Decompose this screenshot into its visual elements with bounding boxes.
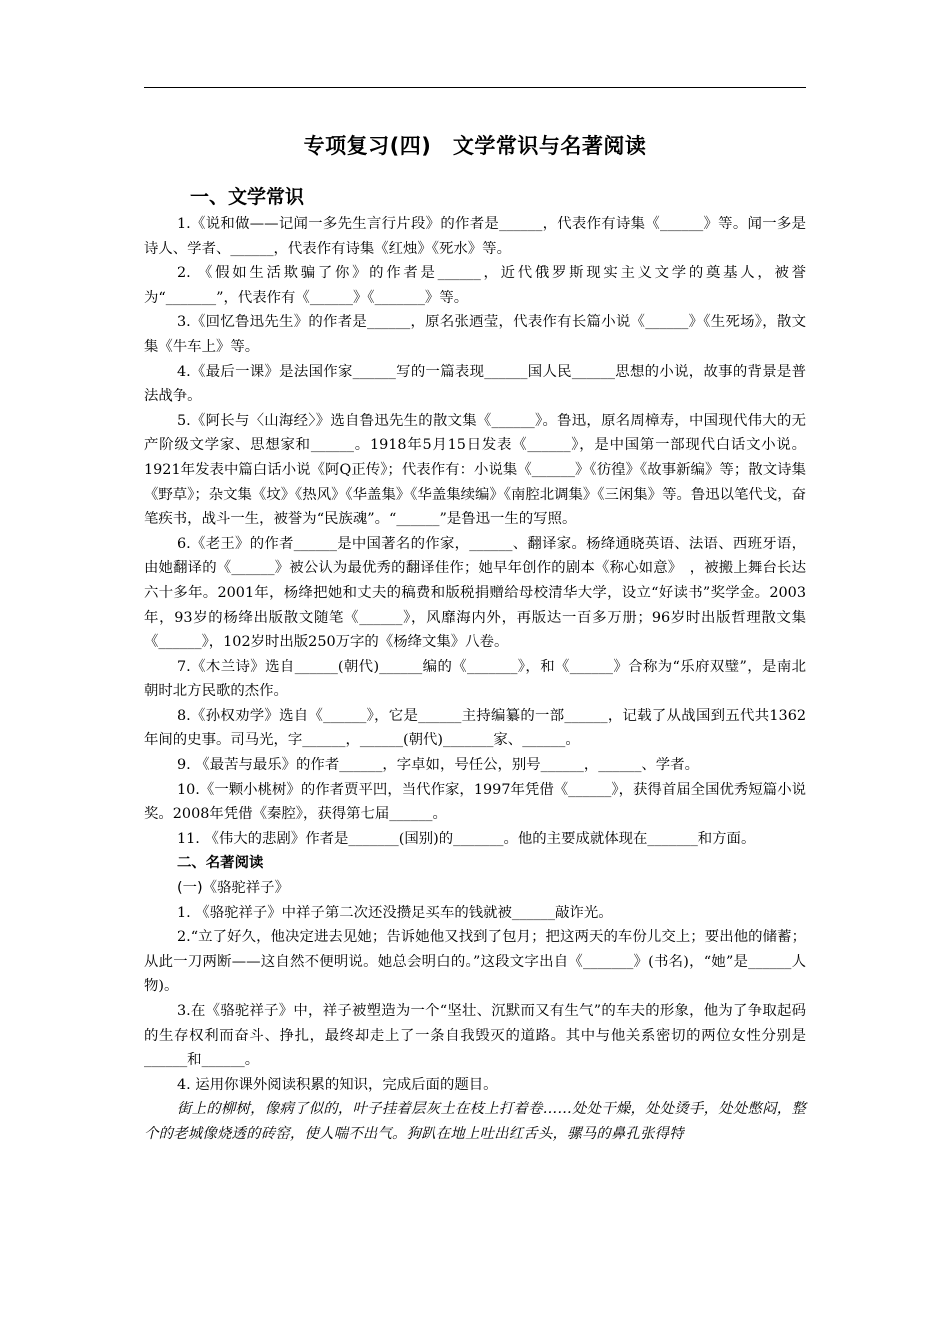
document-body	[144, 212, 806, 1147]
question-7: 7.《木兰诗》选自______(朝代)______编的《_______》，和《______》合称为“乐府双璧”，是南北朝时北方民歌的杰作。	[144, 658, 806, 700]
question-3: 3.《回忆鲁迅先生》的作者是______，原名张迺莹，代表作有长篇小说《______》《生死场》，散文集《牛车上》等。	[144, 314, 806, 355]
reading-excerpt: 街上的柳树，像病了似的，叶子挂着层灰土在枝上打着卷……处处干燥，处处烫手，处处憋闷，整个的老城像烧透的砖窑，使人喘不出气。狗趴在地上吐出红舌头，骡马的鼻孔张得特	[144, 1101, 806, 1142]
question-8: 8.《孙权劝学》选自《______》，它是______主持编纂的一部______，记载了从战国到五代共1362年间的史事。司马光，字______，______(朝代)_______家、______。	[144, 707, 806, 749]
question-1: 1.《说和做——记闻一多先生言行片段》的作者是______，代表作有诗集《______》等。闻一多是诗人、学者、______，代表作有诗集《红烛》《死水》等。	[144, 216, 806, 257]
question-11: 11. 《伟大的悲剧》作者是_______(国别)的_______。他的主要成就体现在_______和方面。	[177, 830, 756, 847]
question-5: 5.《阿长与〈山海经〉》选自鲁迅先生的散文集《______》。鲁迅，原名周樟寿，中国现代伟大的无产阶级文学家、思想家和______。1918年5月15日发表《______》，是中国第一部现代白话文小说。1921年发表中篇白话小说《阿Q正传》；代表作有：小说集《______》《彷徨》《故事新编》等；散文诗集《野草》；杂文集《坟》《热风》《华盖集》《华盖集续编》《南腔北调集》《三闲集》等。鲁迅以笔代戈，奋笔疾书，战斗一生，被誉为“民族魂”。“______”是鲁迅一生的写照。	[144, 412, 806, 528]
header-rule	[144, 87, 806, 88]
question-6: 6.《老王》的作者______是中国著名的作家，______、翻译家。杨绛通晓英语、法语、西班牙语，由她翻译的《______》被公认为最优秀的翻译佳作；她早年创作的剧本《称心如意》 ，被搬上舞台长达六十多年。2001年，杨绛把她和丈夫的稿费和版税捐赠给母校清华大学，设立“好读书”奖学金。2003年，93岁的杨绛出版散文随笔《______》，风靡海内外，再版达一百多万册；96岁时出版哲理散文集《______》，102岁时出版250万字的《杨绛文集》八卷。	[144, 535, 806, 651]
reading-question-2: 2.“立了好久，他决定进去见她；告诉她他又找到了包月；把这两天的车份儿交上；要出他的储蓄；从此一刀两断——这自然不便明说。她总会明白的。”这段文字出自《_______》(书名)，“她”是______人物)。	[144, 929, 806, 995]
section-heading-classics-reading: 二、名著阅读	[177, 855, 264, 872]
question-9: 9. 《最苦与最乐》的作者______，字卓如，号任公，别号______，______、学者。	[177, 757, 699, 774]
question-2: 2. 《假如生活欺骗了你》的作者是______，近代俄罗斯现实主义文学的奠基人，被誉为“_______”，代表作有《______》《_______》等。	[144, 265, 806, 306]
document-title: 专项复习(四) 文学常识与名著阅读	[303, 134, 647, 158]
question-10: 10.《一颗小桃树》的作者贾平凹，当代作家，1997年凭借《______》，获得首届全国优秀短篇小说奖。2008年凭借《秦腔》，获得第七届______。	[144, 781, 806, 823]
question-4: 4.《最后一课》是法国作家______写的一篇表现______国人民______思想的小说，故事的背景是普法战争。	[144, 363, 806, 405]
section-heading-literary-knowledge: 一、文学常识	[190, 186, 305, 208]
reading-question-3: 3.在《骆驼祥子》中，祥子被塑造为一个“坚壮、沉默而又有生气”的车夫的形象，他为了争取起码的生存权利而奋斗、挣扎，最终却走上了一条自我毁灭的道路。其中与他关系密切的两位女性分别是______和______。	[144, 1003, 806, 1069]
reading-question-4: 4. 运用你课外阅读积累的知识，完成后面的题目。	[177, 1076, 498, 1093]
reading-question-1: 1. 《骆驼祥子》中祥子第二次还没攒足买车的钱就被______敲诈光。	[177, 904, 613, 921]
subsection-heading-camel-xiangzi: (一)《骆驼祥子》	[177, 880, 289, 897]
